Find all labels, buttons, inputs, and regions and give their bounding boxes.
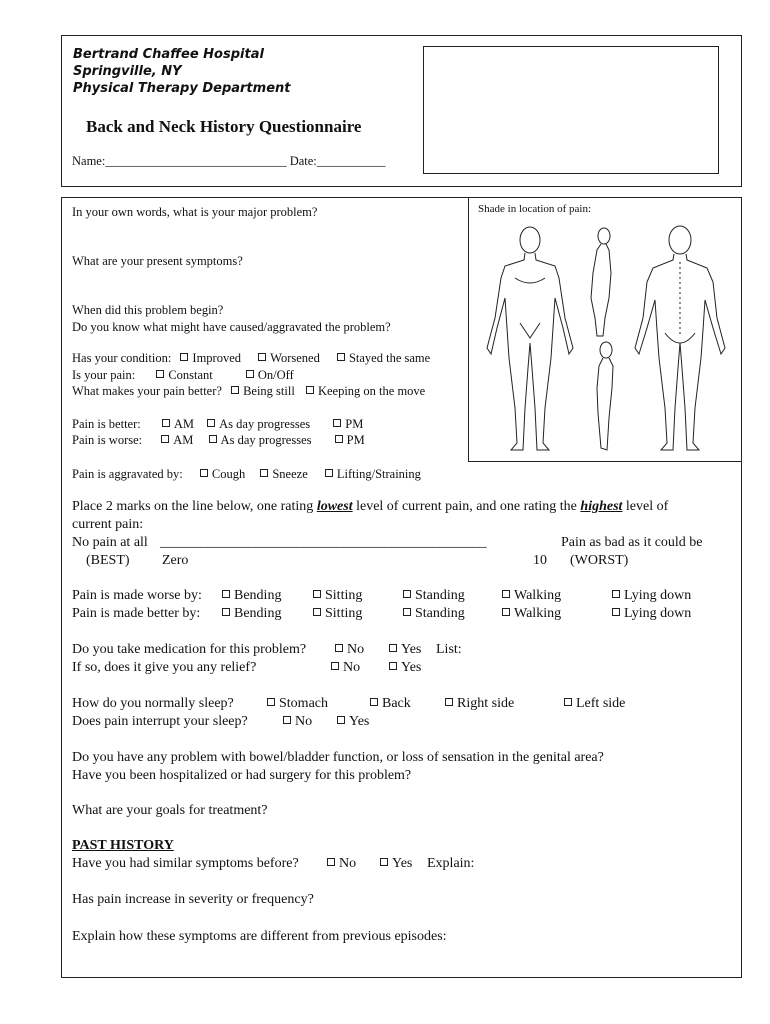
scale-left-label: No pain at all (72, 535, 148, 550)
page-title: Back and Neck History Questionnaire (86, 117, 362, 136)
medication-list-label: List: (436, 642, 462, 657)
scale-zero: Zero (162, 553, 189, 568)
sleep-label: How do you normally sleep? (72, 696, 234, 711)
better-lying-checkbox[interactable]: Lying down (612, 606, 691, 622)
better-pm-checkbox[interactable]: PM (333, 417, 363, 431)
condition-worsened-checkbox[interactable]: Worsened (258, 351, 320, 365)
q-different: Explain how these symptoms are different from previous episodes: (72, 929, 447, 944)
better-am-checkbox[interactable]: AM (162, 417, 194, 431)
sneeze-checkbox[interactable]: Sneeze (260, 467, 307, 481)
org-name: Bertrand Chaffee Hospital (73, 47, 264, 62)
similar-yes-checkbox[interactable]: Yes (380, 856, 412, 872)
pain-better-label: Pain is better: (72, 417, 141, 431)
similar-explain-label: Explain: (427, 856, 475, 871)
name-label: Name:_____________________________ (72, 154, 287, 168)
worse-pm-checkbox[interactable]: PM (335, 433, 365, 447)
pain-better-what-row (72, 384, 425, 399)
pain-worse-row (72, 433, 365, 448)
worse-by-label: Pain is made worse by: (72, 588, 202, 603)
date-label: Date:___________ (289, 154, 386, 168)
q-begin: When did this problem begin? (72, 303, 224, 317)
aggravated-row (72, 467, 421, 482)
cough-checkbox[interactable]: Cough (200, 467, 245, 481)
better-day-checkbox[interactable]: As day progresses (207, 417, 310, 431)
being-still-checkbox[interactable]: Being still (231, 384, 295, 398)
scale-best: (BEST) (86, 553, 130, 568)
similar-no-checkbox[interactable]: No (327, 856, 356, 872)
side-view-figure-lower (597, 342, 613, 450)
pain-worse-label: Pain is worse: (72, 433, 143, 447)
lifting-checkbox[interactable]: Lifting/Straining (325, 467, 421, 481)
worse-walking-checkbox[interactable]: Walking (502, 588, 561, 604)
org-department: Physical Therapy Department (73, 81, 291, 96)
q-bowel: Do you have any problem with bowel/bladder function, or loss of sensation in the genital area? (72, 750, 604, 765)
q-increase: Has pain increase in severity or frequency? (72, 892, 314, 907)
highest-text: highest (580, 499, 623, 514)
pain-scale-line[interactable]: ________________________________________________ (160, 535, 487, 550)
sleep-back-checkbox[interactable]: Back (370, 696, 411, 712)
similar-label: Have you had similar symptoms before? (72, 856, 299, 871)
relief-yes-checkbox[interactable]: Yes (389, 660, 421, 676)
condition-improved-checkbox[interactable]: Improved (180, 351, 241, 365)
sleep-interrupt-label: Does pain interrupt your sleep? (72, 714, 248, 729)
lowest-text: lowest (316, 499, 353, 514)
side-view-figure-upper (591, 228, 611, 336)
q-major-problem: In your own words, what is your major problem? (72, 205, 318, 219)
worse-sitting-checkbox[interactable]: Sitting (313, 588, 362, 604)
q-symptoms: What are your present symptoms? (72, 254, 243, 268)
past-history-heading: PAST HISTORY (72, 838, 174, 853)
pain-type-row (72, 368, 294, 383)
worse-standing-checkbox[interactable]: Standing (403, 588, 465, 604)
scale-intro: Place 2 marks on the line below, one rating lowest level of current pain, and one rating the highest level of (72, 499, 669, 514)
scale-ten: 10 (533, 553, 547, 568)
name-field[interactable] (72, 154, 386, 169)
worse-lying-checkbox[interactable]: Lying down (612, 588, 691, 604)
scale-intro-2: current pain: (72, 517, 144, 532)
worse-bending-checkbox[interactable]: Bending (222, 588, 281, 604)
sleep-right-checkbox[interactable]: Right side (445, 696, 514, 712)
interrupt-no-checkbox[interactable]: No (283, 714, 312, 730)
keep-moving-checkbox[interactable]: Keeping on the move (306, 384, 425, 398)
pain-constant-checkbox[interactable]: Constant (156, 368, 212, 382)
figure-caption: Shade in location of pain: (478, 203, 592, 215)
pain-better-row (72, 417, 363, 432)
q-cause: Do you know what might have caused/aggravated the problem? (72, 320, 391, 334)
pain-type-label: Is your pain: (72, 368, 136, 382)
better-standing-checkbox[interactable]: Standing (403, 606, 465, 622)
medication-label: Do you take medication for this problem? (72, 642, 307, 657)
q-hospital: Have you been hospitalized or had surgery for this problem? (72, 768, 412, 783)
relief-label: If so, does it give you any relief? (72, 660, 257, 675)
aggravated-label: Pain is aggravated by: (72, 467, 183, 481)
medication-yes-checkbox[interactable]: Yes (389, 642, 421, 658)
pain-better-what-label: What makes your pain better? (72, 384, 222, 398)
pain-onoff-checkbox[interactable]: On/Off (246, 368, 294, 382)
condition-label: Has your condition: (72, 351, 172, 365)
sleep-stomach-checkbox[interactable]: Stomach (267, 696, 328, 712)
worse-day-checkbox[interactable]: As day progresses (209, 433, 312, 447)
photo-box (423, 46, 719, 174)
better-bending-checkbox[interactable]: Bending (222, 606, 281, 622)
back-view-figure (635, 226, 725, 450)
medication-no-checkbox[interactable]: No (335, 642, 364, 658)
relief-no-checkbox[interactable]: No (331, 660, 360, 676)
condition-same-checkbox[interactable]: Stayed the same (337, 351, 430, 365)
scale-right-label: Pain as bad as it could be (561, 535, 703, 550)
org-location: Springville, NY (73, 64, 182, 79)
better-walking-checkbox[interactable]: Walking (502, 606, 561, 622)
better-sitting-checkbox[interactable]: Sitting (313, 606, 362, 622)
interrupt-yes-checkbox[interactable]: Yes (337, 714, 369, 730)
condition-row (72, 351, 430, 366)
scale-worst: (WORST) (570, 553, 629, 568)
sleep-left-checkbox[interactable]: Left side (564, 696, 625, 712)
q-goals: What are your goals for treatment? (72, 803, 268, 818)
better-by-label: Pain is made better by: (72, 606, 201, 621)
body-diagram-icon[interactable] (475, 218, 735, 456)
worse-am-checkbox[interactable]: AM (161, 433, 193, 447)
front-view-figure (487, 227, 573, 450)
